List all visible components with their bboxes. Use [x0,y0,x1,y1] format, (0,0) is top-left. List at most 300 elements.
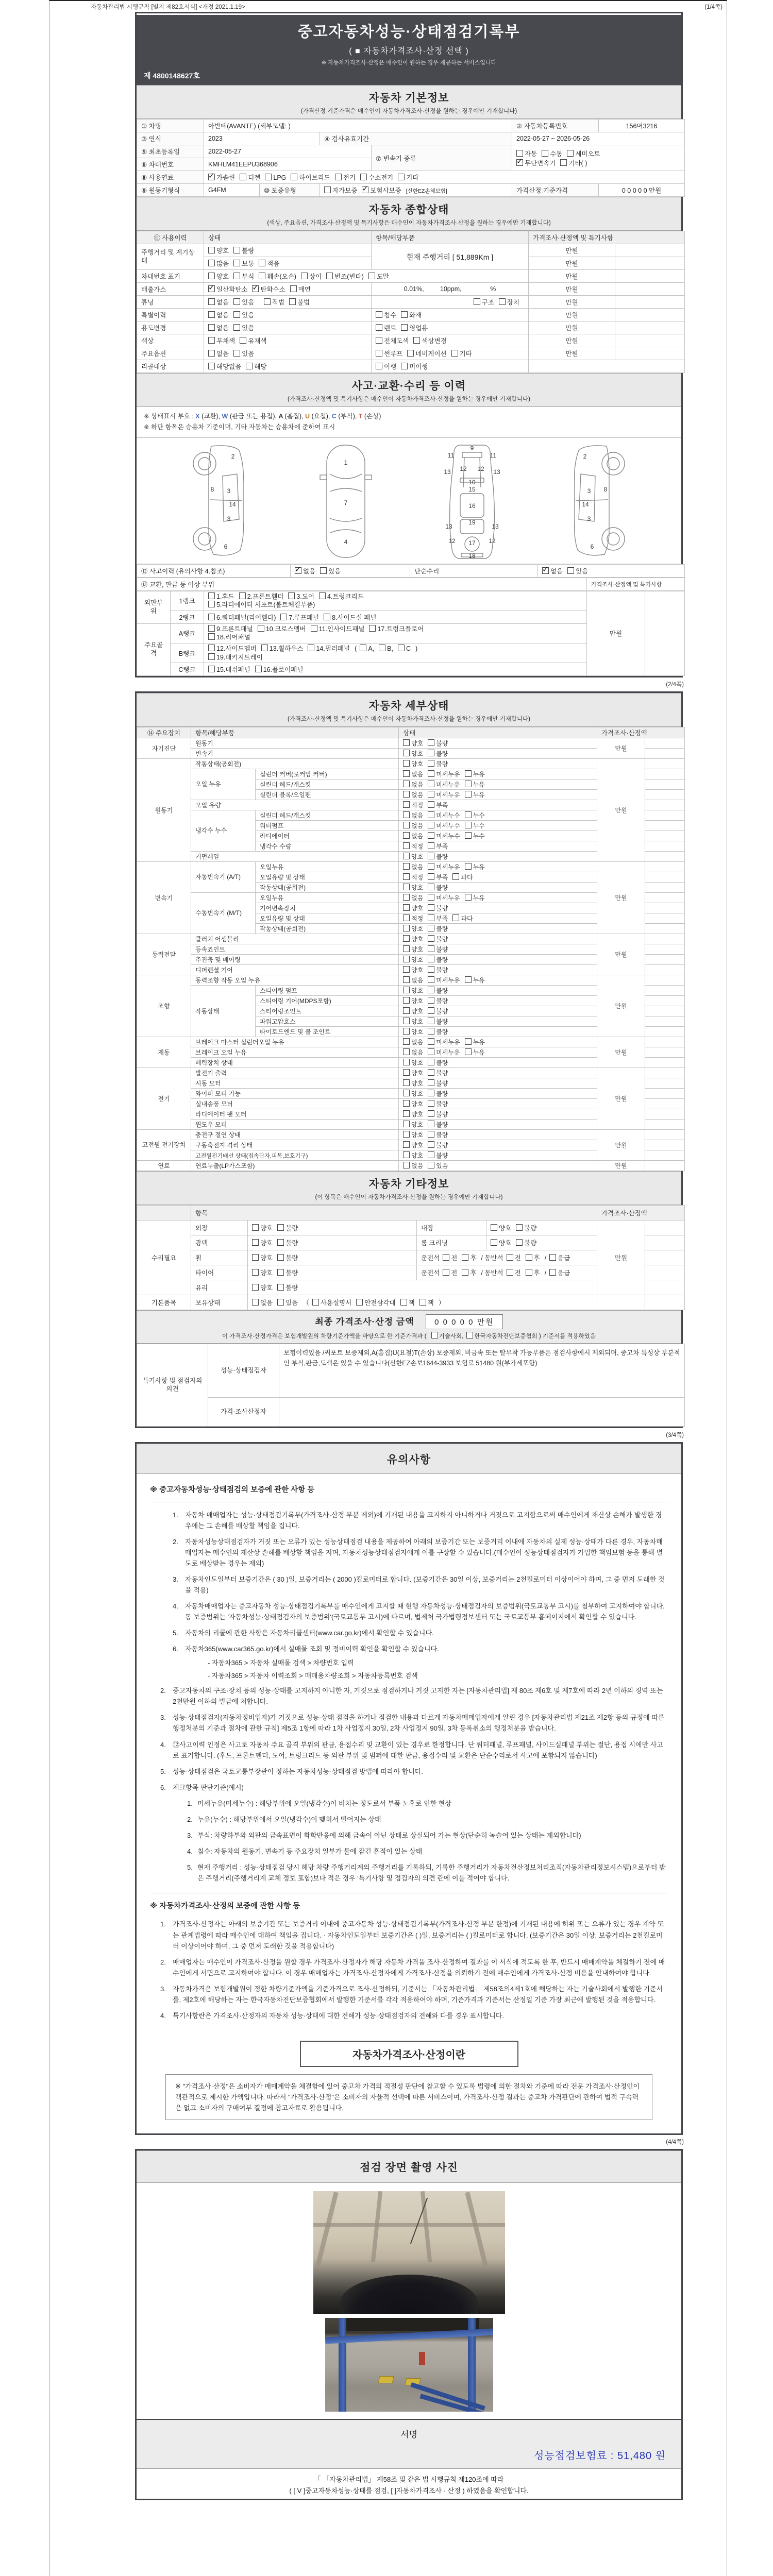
양호-checkbox[interactable] [491,1239,497,1246]
17트렁크플로어-checkbox[interactable] [369,625,376,632]
cell: 실린더 헤드/개스킷 [256,810,399,821]
checkbox-label: 불량 [285,1284,298,1292]
checkbox-label: 구조 [481,299,494,306]
cell [529,360,685,373]
양호-checkbox[interactable] [403,1141,410,1148]
양호-checkbox[interactable] [208,247,215,253]
양호-checkbox[interactable] [208,273,215,279]
있음-checkbox[interactable] [320,567,327,574]
보험사보증-checkbox[interactable] [362,187,368,193]
checkbox-label: 썬루프 [384,350,403,358]
checkbox-label: 부족 [436,874,448,882]
장치-checkbox[interactable] [499,298,506,305]
2프론트휀더-checkbox[interactable] [239,592,246,599]
잭-checkbox[interactable] [419,1299,426,1306]
15대쉬패널-checkbox[interactable] [208,666,215,672]
checkbox-label: 5.라디에이터 서포트(볼트체결부품) [216,601,315,609]
checkbox-label: 양호 [260,1225,273,1232]
미세누유-checkbox[interactable] [428,781,434,787]
checkbox-label: 사용설명서 [320,1299,352,1307]
6쿼터패널리어휀다-checkbox[interactable] [208,614,215,620]
cell: C랭크 [171,663,204,676]
cell: 아반떼(AVANTE) (세부모델: ) [204,120,512,132]
불량-checkbox[interactable] [428,966,434,973]
미세누유-checkbox[interactable] [428,791,434,798]
svg-text:19: 19 [468,518,476,526]
없음-checkbox[interactable] [208,298,215,305]
적법-checkbox[interactable] [264,298,271,305]
불량-checkbox[interactable] [428,1121,434,1127]
svg-text:10: 10 [468,478,476,486]
checkbox-label: LPG [273,174,287,181]
cell: 수리필요 [137,1221,191,1295]
양호-checkbox[interactable] [252,1284,259,1291]
있음-checkbox[interactable] [277,1299,284,1306]
양호-checkbox[interactable] [403,1110,410,1117]
적음-checkbox[interactable] [259,260,265,266]
변조변타-checkbox[interactable] [326,273,333,279]
있음-checkbox[interactable] [567,567,574,574]
checkbox-label: 불량 [436,987,448,995]
13휠하우스-checkbox[interactable] [261,645,268,651]
없음-checkbox[interactable] [403,894,410,901]
checkbox-label: 양호 [260,1269,273,1277]
양호-checkbox[interactable] [252,1254,259,1261]
응급-checkbox[interactable] [549,1254,556,1261]
양호-checkbox[interactable] [403,987,410,993]
양호-checkbox[interactable] [403,997,410,1004]
양호-checkbox[interactable] [403,760,410,767]
없음-checkbox[interactable] [403,822,410,828]
cell [615,270,685,283]
적정-checkbox[interactable] [403,914,410,921]
없음-checkbox[interactable] [403,1038,410,1045]
양호-checkbox[interactable] [403,1028,410,1035]
cell: KMHLM41EEPU368906 [204,158,372,171]
cell [645,986,685,996]
checkbox-label: 있음 [242,350,255,358]
없음-checkbox[interactable] [403,811,410,818]
checkbox-cell [399,749,597,759]
미세누유-checkbox[interactable] [428,1048,434,1055]
cell: 추진축 및 베어링 [191,955,399,965]
notice-item: 3. 자동차인도일부터 보증기간은 ( 30 )일, 보증거리는 ( 2000 )킬로미터로 합니다. (보증기간은 30일 이상, 보증거리는 2천킬로미터 이상이어야 하며, 그 중 먼저 도래한 것을 적용) [173,1575,665,1595]
유채색-checkbox[interactable] [240,337,246,344]
양호-checkbox[interactable] [403,925,410,931]
basic-info-title: 자동차 기본정보 (가격산정 기준가격은 매수인이 자동차가격조사·산정을 원하는 경우에만 기재합니다) [137,85,681,119]
누유-checkbox[interactable] [465,894,472,901]
구조-checkbox[interactable] [474,298,480,305]
양호-checkbox[interactable] [403,1151,410,1158]
기타-checkbox[interactable] [560,159,567,166]
적정-checkbox[interactable] [403,873,410,880]
보통-checkbox[interactable] [233,260,240,266]
C-checkbox[interactable] [398,645,405,651]
checkbox-label: 양호 [411,967,424,974]
불량-checkbox[interactable] [428,853,434,859]
양호-checkbox[interactable] [403,750,410,756]
cell: 만원 [587,591,645,676]
없음-checkbox[interactable] [403,863,410,870]
전-checkbox[interactable] [507,1254,513,1261]
전-checkbox[interactable] [443,1269,449,1276]
11인사이드패널-checkbox[interactable] [311,625,317,632]
불량-checkbox[interactable] [277,1224,284,1231]
checkbox-label: 불법 [297,299,310,306]
18리어패널-checkbox[interactable] [208,633,215,640]
checkbox-cell [248,1221,417,1235]
양호-checkbox[interactable] [403,945,410,952]
cell: ⑥ 차대번호 [137,158,204,171]
전-checkbox[interactable] [443,1254,449,1261]
cell: 만원 [597,1130,645,1161]
cell [645,862,685,872]
cell: 제동 [137,1037,191,1068]
불량-checkbox[interactable] [428,739,434,746]
없음-checkbox[interactable] [295,567,301,574]
탄화수소-checkbox[interactable] [252,285,259,292]
checkbox-label: 전기 [343,174,356,181]
양호-checkbox[interactable] [403,739,410,746]
checkbox-label: 수동 [550,150,563,158]
불량-checkbox[interactable] [428,760,434,767]
썬루프-checkbox[interactable] [376,350,382,357]
응급-checkbox[interactable] [549,1269,556,1276]
top-bar [49,1,727,12]
있음-checkbox[interactable] [233,298,240,305]
detail-status-title: 자동차 세부상태 (가격조사·산정액 및 특기사항은 매수인이 자동차가격조사·산정을 원하는 경우에만 기재합니다) [137,693,681,727]
양호-checkbox[interactable] [403,884,410,890]
양호-checkbox[interactable] [403,1059,410,1065]
안전삼각대-checkbox[interactable] [356,1299,363,1306]
부족-checkbox[interactable] [428,914,434,921]
A,-checkbox[interactable] [360,645,366,651]
없음-checkbox[interactable] [403,791,410,798]
없음-checkbox[interactable] [208,350,215,357]
불량-checkbox[interactable] [277,1284,284,1291]
침수-checkbox[interactable] [376,311,382,318]
없음-checkbox[interactable] [403,1048,410,1055]
없음-checkbox[interactable] [208,324,215,331]
checkbox-label: 자가보증 [332,187,358,194]
engineer-society-checkbox[interactable] [431,1332,438,1338]
10크로스멤버-checkbox[interactable] [258,625,264,632]
cell: 라디에이터 팬 모터 [191,1109,399,1120]
checkbox-label: 양호 [411,853,424,861]
cell: 상태 [399,727,597,738]
후-checkbox[interactable] [462,1269,468,1276]
수동-checkbox[interactable] [542,150,548,157]
불량-checkbox[interactable] [428,925,434,931]
cell: 디퍼렌셜 기어 [191,965,399,975]
적정-checkbox[interactable] [403,801,410,808]
없음-checkbox[interactable] [542,567,549,574]
하이브리드-checkbox[interactable] [291,174,297,180]
checkbox-label: 보험사보증 [370,187,401,194]
checkbox-cell [291,564,410,577]
양호-checkbox[interactable] [403,853,410,859]
누유-checkbox[interactable] [465,1048,472,1055]
없음-checkbox[interactable] [403,781,410,787]
불량-checkbox[interactable] [428,945,434,952]
svg-text:13: 13 [493,468,500,476]
checkbox-cell [399,883,597,893]
양호-checkbox[interactable] [403,1018,410,1024]
svg-text:4: 4 [344,538,348,546]
잭-checkbox[interactable] [400,1299,407,1306]
LPG-checkbox[interactable] [265,174,272,180]
checkbox-label: 불량 [436,905,448,912]
매연-checkbox[interactable] [290,285,297,292]
누유-checkbox[interactable] [465,781,472,787]
있음-checkbox[interactable] [428,1162,434,1168]
불량-checkbox[interactable] [428,904,434,911]
checkbox-label: 양호 [411,750,424,758]
자가보증-checkbox[interactable] [324,187,331,193]
양호-checkbox[interactable] [491,1224,497,1231]
많음-checkbox[interactable] [208,260,215,266]
부족-checkbox[interactable] [428,873,434,880]
checkbox-label: 해당없음 [216,363,242,370]
일산화탄소-checkbox[interactable] [208,285,215,292]
도말-checkbox[interactable] [368,273,375,279]
누유-checkbox[interactable] [465,1038,472,1045]
누수-checkbox[interactable] [465,832,472,839]
B,-checkbox[interactable] [379,645,385,651]
사용설명서-checkbox[interactable] [312,1299,319,1306]
불량-checkbox[interactable] [428,1090,434,1096]
양호-checkbox[interactable] [252,1224,259,1231]
후-checkbox[interactable] [462,1254,468,1261]
양호-checkbox[interactable] [403,966,410,973]
없음-checkbox[interactable] [252,1299,259,1306]
불량-checkbox[interactable] [428,935,434,942]
양호-checkbox[interactable] [403,1069,410,1076]
불량-checkbox[interactable] [428,1151,434,1158]
누유-checkbox[interactable] [465,791,472,798]
불량-checkbox[interactable] [428,1028,434,1035]
7루프패널-checkbox[interactable] [280,614,287,620]
후-checkbox[interactable] [526,1269,532,1276]
색상변경-checkbox[interactable] [413,337,420,344]
양호-checkbox[interactable] [403,1079,410,1086]
checkbox-cell [204,591,587,611]
status-codes-note: ※ 하단 항목은 승용차 기준이며, 기타 자동차는 승용차에 준하여 표시 [144,423,335,431]
미세누유-checkbox[interactable] [428,770,434,777]
적정-checkbox[interactable] [403,842,410,849]
cell: 만원 [529,257,615,270]
양호-checkbox[interactable] [403,1090,410,1096]
cell: 연료 [137,1161,191,1171]
checkbox-label: 불량 [436,1070,448,1077]
양호-checkbox[interactable] [403,1131,410,1138]
렌트-checkbox[interactable] [376,324,382,331]
cell: 항목/해당부품 [372,231,529,244]
화재-checkbox[interactable] [401,311,408,318]
불량-checkbox[interactable] [428,884,434,890]
미세누수-checkbox[interactable] [428,822,434,828]
1후드-checkbox[interactable] [208,592,215,599]
9프론트패널-checkbox[interactable] [208,625,215,632]
불량-checkbox[interactable] [428,1018,434,1024]
불량-checkbox[interactable] [233,247,240,253]
16플로어패널-checkbox[interactable] [255,666,262,672]
후-checkbox[interactable] [526,1254,532,1261]
네비게이션-checkbox[interactable] [407,350,414,357]
있음-checkbox[interactable] [233,311,240,318]
checkbox-cell [204,309,372,321]
누유-checkbox[interactable] [465,770,472,777]
불량-checkbox[interactable] [428,987,434,993]
불량-checkbox[interactable] [428,1059,434,1065]
양호-checkbox[interactable] [403,904,410,911]
이행-checkbox[interactable] [376,363,382,369]
해당-checkbox[interactable] [246,363,253,369]
cell: 만원 [529,244,615,257]
있음-checkbox[interactable] [233,324,240,331]
무채색-checkbox[interactable] [208,337,215,344]
checkbox-label: 전체도색 [384,337,409,345]
누유-checkbox[interactable] [465,976,472,983]
양호-checkbox[interactable] [252,1269,259,1276]
cell [645,1150,685,1161]
누유-checkbox[interactable] [465,863,472,870]
부족-checkbox[interactable] [428,842,434,849]
미세누수-checkbox[interactable] [428,832,434,839]
3도어-checkbox[interactable] [288,592,295,599]
미세누유-checkbox[interactable] [428,1038,434,1045]
기타-checkbox[interactable] [398,174,405,180]
양호-checkbox[interactable] [403,956,410,962]
checkbox-label: 이행 [384,363,397,370]
불량-checkbox[interactable] [277,1239,284,1246]
cell [645,800,685,810]
불량-checkbox[interactable] [516,1239,523,1246]
checkbox-label: 없음 [411,833,424,840]
14필러패널-checkbox[interactable] [308,645,314,651]
불량-checkbox[interactable] [428,750,434,756]
불량-checkbox[interactable] [428,997,434,1004]
checkbox-cell [204,283,372,296]
상이-checkbox[interactable] [301,273,308,279]
page1-block [135,12,683,677]
전체도색-checkbox[interactable] [376,337,382,344]
과다-checkbox[interactable] [452,873,459,880]
cell [645,779,685,790]
cell: ⑨ 원동기형식 [137,184,204,197]
19패키지트레이-checkbox[interactable] [208,653,215,660]
없음-checkbox[interactable] [403,770,410,777]
훼손오손-checkbox[interactable] [259,273,265,279]
없음-checkbox[interactable] [403,976,410,983]
checkbox-label: 17.트렁크플로어 [377,625,424,633]
불량-checkbox[interactable] [516,1224,523,1231]
checkbox-label: 안전삼각대 [364,1299,396,1307]
불량-checkbox[interactable] [428,1100,434,1107]
부족-checkbox[interactable] [428,801,434,808]
전기-checkbox[interactable] [335,174,342,180]
checkbox-cell [399,1068,597,1078]
자동-checkbox[interactable] [516,150,523,157]
불량-checkbox[interactable] [428,1079,434,1086]
checkbox-label: 양호 [260,1255,273,1262]
svg-text:3: 3 [587,515,591,522]
checkbox-cell [399,1150,597,1161]
미세누유-checkbox[interactable] [428,863,434,870]
불량-checkbox[interactable] [428,1069,434,1076]
불량-checkbox[interactable] [428,1131,434,1138]
미세누유-checkbox[interactable] [428,976,434,983]
12사이드멤버-checkbox[interactable] [208,645,215,651]
checkbox-cell [486,1235,597,1250]
불법-checkbox[interactable] [289,298,296,305]
있음-checkbox[interactable] [233,350,240,357]
양호-checkbox[interactable] [403,935,410,942]
diagnosis-assoc-checkbox[interactable] [466,1332,473,1338]
미세누유-checkbox[interactable] [428,894,434,901]
checkbox-label: 없음 [411,977,424,985]
5라디에이터서포트볼트체결부품-checkbox[interactable] [208,601,215,607]
양호-checkbox[interactable] [403,1007,410,1014]
양호-checkbox[interactable] [252,1239,259,1246]
checkbox-cell [399,903,597,913]
양호-checkbox[interactable] [403,1100,410,1107]
과다-checkbox[interactable] [452,914,459,921]
미세누수-checkbox[interactable] [428,811,434,818]
전-checkbox[interactable] [507,1269,513,1276]
checkbox-cell [204,360,372,373]
누수-checkbox[interactable] [465,822,472,828]
svg-text:16: 16 [468,502,476,510]
양호-checkbox[interactable] [403,1121,410,1127]
page3-block [135,1442,683,2135]
없음-checkbox[interactable] [208,311,215,318]
opinion-inspector-text: 보험이력있음 /써포트 보증제외,A(흠집)U(요철)T(손상) 보증제외, 비금속 또는 탈부착 가능부품은 점검사항에서 제외되며, 중고차 특성상 부분적인 부식,판금,도색은 있을 수 있습니다(신한EZ손보1644-3933 보험료 51480 원(부가세포함) [279,1344,685,1398]
영업용-checkbox[interactable] [401,324,408,331]
수소전기-checkbox[interactable] [360,174,367,180]
없음-checkbox[interactable] [403,832,410,839]
가솔린-checkbox[interactable] [208,174,215,180]
checkbox-cell [399,1099,597,1109]
cell: 리콜대상 [137,360,204,373]
불량-checkbox[interactable] [428,1110,434,1117]
무단변속기-checkbox[interactable] [516,159,523,166]
pricing-box-title: 자동차가격조사·산정이란 [300,2041,518,2067]
cell: 타이어 [191,1265,248,1280]
checkbox-cell [417,1250,597,1265]
checkbox-label: 해당 [254,363,267,370]
cell: ⑭ 주요장치 [137,727,191,738]
세미오토-checkbox[interactable] [567,150,574,157]
4트렁크리드-checkbox[interactable] [319,592,326,599]
해당없음-checkbox[interactable] [208,363,215,369]
notice-subitem: 3. 부식: 차량하부와 외판의 금속표면이 화학반응에 의해 금속이 아닌 상태로 상실되어 가는 현상(단순히 녹슬어 있는 상태는 제외합니다) [187,1831,581,1839]
부식-checkbox[interactable] [233,273,240,279]
cell [615,321,685,334]
checkbox-cell [399,852,597,862]
미이행-checkbox[interactable] [401,363,408,369]
불량-checkbox[interactable] [277,1254,284,1261]
기타-checkbox[interactable] [451,350,458,357]
누수-checkbox[interactable] [465,811,472,818]
불량-checkbox[interactable] [428,1141,434,1148]
디젤-checkbox[interactable] [240,174,246,180]
없음-checkbox[interactable] [403,1162,410,1168]
불량-checkbox[interactable] [428,956,434,962]
8사이드실패널-checkbox[interactable] [324,614,330,620]
불량-checkbox[interactable] [277,1269,284,1276]
불량-checkbox[interactable] [428,1007,434,1014]
